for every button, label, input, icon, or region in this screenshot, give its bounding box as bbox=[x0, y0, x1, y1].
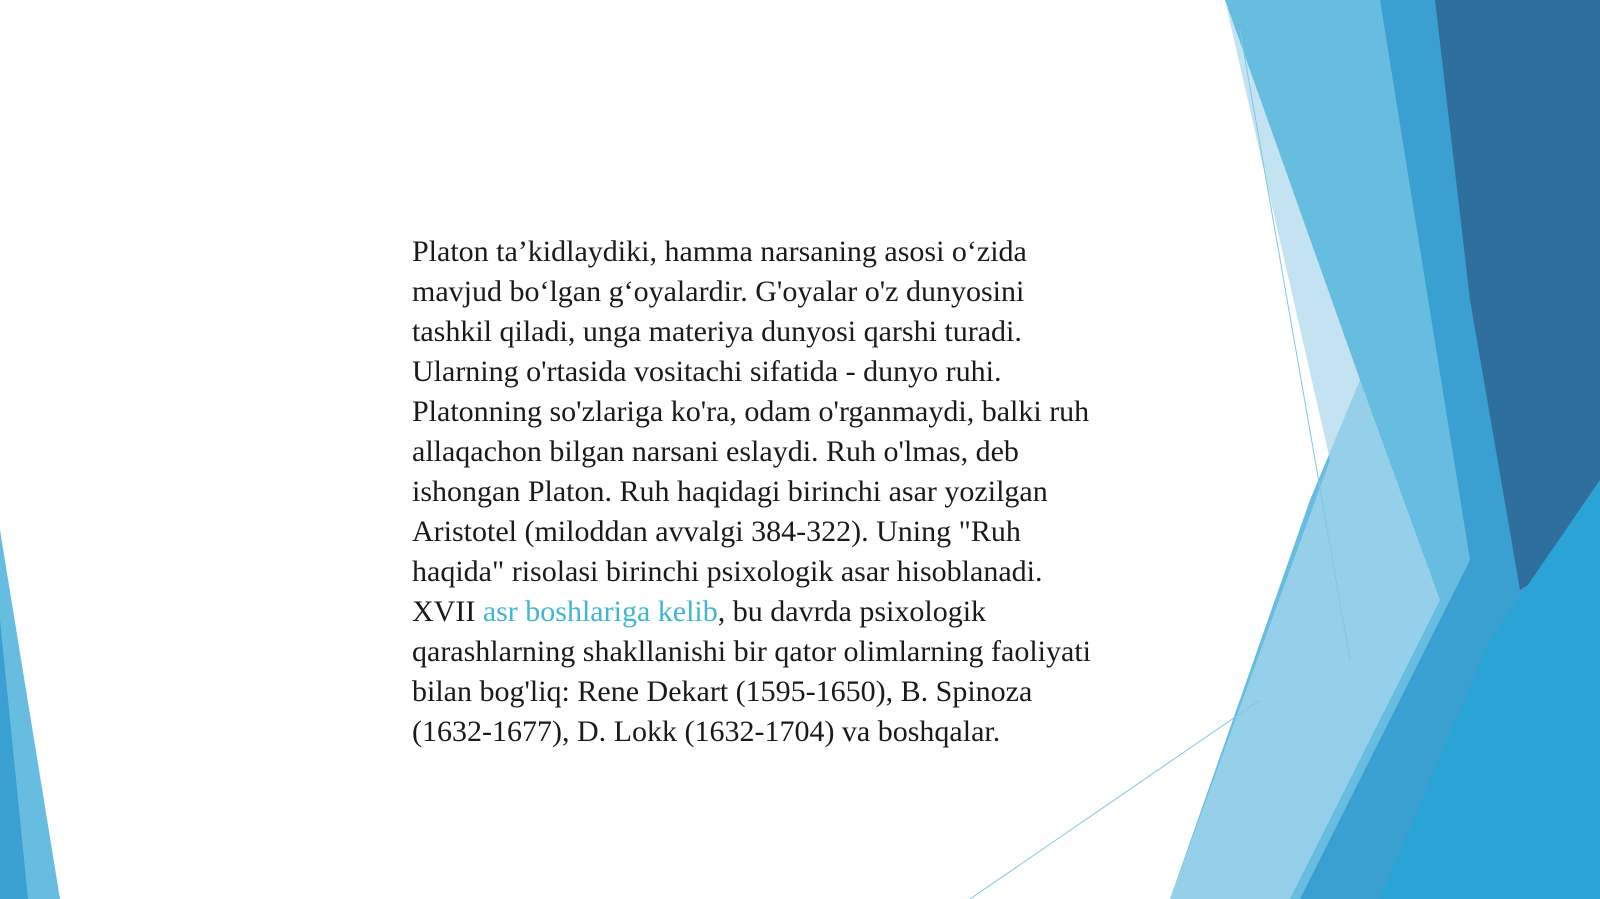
text-line: Platon ta’kidlaydiki, hamma narsaning asosi o‘zida bbox=[412, 235, 1027, 268]
text-line: (1632-1677), D. Lokk (1632-1704) va boshqalar. bbox=[412, 715, 1001, 748]
text-line: Aristotel (miloddan avvalgi 384-322). Uning "Ruh bbox=[412, 515, 1021, 548]
text-line: ishongan Platon. Ruh haqidagi birinchi asar yozilgan bbox=[412, 475, 1048, 508]
slide-body-text bbox=[412, 232, 1172, 752]
highlighted-phrase: asr boshlariga kelib bbox=[482, 595, 718, 628]
text-line: Ularning o'rtasida vositachi sifatida - dunyo ruhi. bbox=[412, 355, 1002, 388]
text-line: Platonning so'zlariga ko'ra, odam o'rganmaydi, balki ruh bbox=[412, 395, 1090, 428]
text-line: mavjud bo‘lgan g‘oyalardir. G'oyalar o'z dunyosini bbox=[412, 275, 1025, 308]
text-line: allaqachon bilgan narsani eslaydi. Ruh o'lmas, deb bbox=[412, 435, 1019, 468]
text-segment: , bu davrda psixologik bbox=[717, 595, 987, 628]
text-line-with-highlight bbox=[412, 592, 1172, 632]
text-line: haqida" risolasi birinchi psixologik asar hisoblanadi. bbox=[412, 555, 1043, 588]
text-segment: XVII bbox=[412, 595, 483, 628]
text-line: tashkil qiladi, unga materiya dunyosi qarshi turadi. bbox=[412, 315, 1022, 348]
text-line: qarashlarning shakllanishi bir qator olimlarning faoliyati bbox=[412, 635, 1091, 668]
text-line: bilan bog'liq: Rene Dekart (1595-1650), B. Spinoza bbox=[412, 675, 1033, 708]
